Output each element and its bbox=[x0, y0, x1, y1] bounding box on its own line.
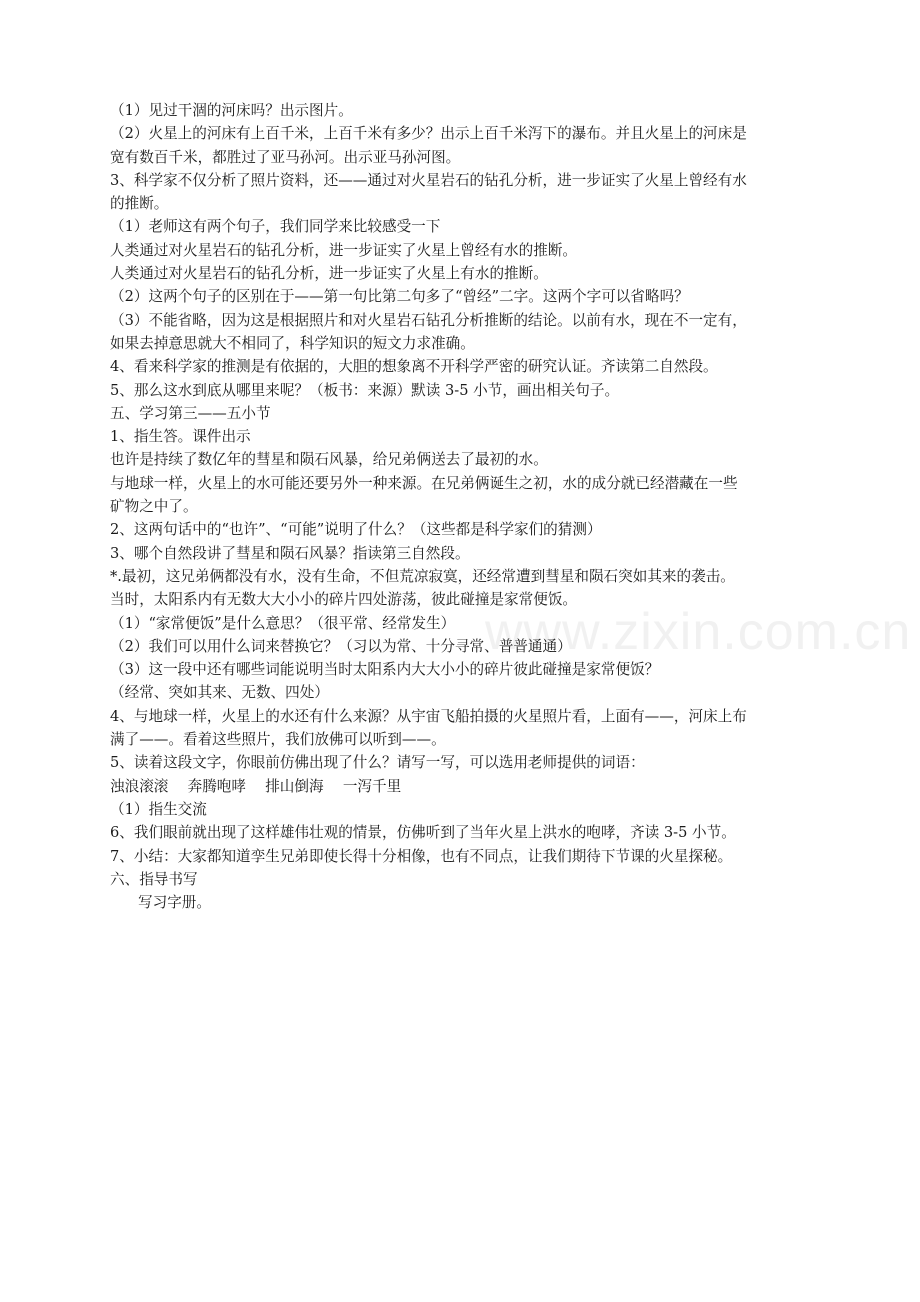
document-body bbox=[110, 99, 815, 914]
section-heading: 五、学习第三——五小节 bbox=[110, 404, 271, 422]
watermark-text: www.zixin.com.cn bbox=[485, 603, 912, 661]
paragraph-line: 2、这两句话中的“也许”、“可能”说明了什么？（这些都是科学家们的猜测） bbox=[110, 521, 602, 539]
paragraph-line: （3）这一段中还有哪些词能说明当时太阳系内大大小小的碎片彼此碰撞是家常便饭？ bbox=[110, 661, 660, 679]
paragraph-line: （2）我们可以用什么词来替换它？（习以为常、十分寻常、普普通通） bbox=[110, 637, 572, 655]
paragraph-line: （3）不能省略，因为这是根据照片和对火星岩石钻孔分析推断的结论。以前有水，现在不一定有， bbox=[110, 311, 747, 329]
paragraph-line: 5、读着这段文字，你眼前仿佛出现了什么？请写一写，可以选用老师提供的词语： bbox=[110, 754, 645, 772]
paragraph-line: 5、那么这水到底从哪里来呢？（板书：来源）默读 3-5 小节，画出相关句子。 bbox=[110, 381, 620, 399]
paragraph-line: 当时，太阳系内有无数大大小小的碎片四处游荡，彼此碰撞是家常便饭。 bbox=[110, 591, 578, 609]
paragraph-line: 与地球一样，火星上的水可能还要另外一种来源。在兄弟俩诞生之初，水的成分就已经潜藏在一些 bbox=[110, 474, 738, 492]
section-heading: 六、指导书写 bbox=[110, 870, 198, 888]
paragraph-line: 1、指生答。课件出示 bbox=[110, 428, 251, 446]
paragraph-line: 也许是持续了数亿年的彗星和陨石风暴，给兄弟俩送去了最初的水。 bbox=[110, 451, 548, 469]
paragraph-line: 人类通过对火星岩石的钻孔分析，进一步证实了火星上曾经有水的推断。 bbox=[110, 241, 578, 259]
paragraph-line: 矿物之中了。 bbox=[110, 498, 198, 516]
word-list-line: 浊浪滚滚 奔腾咆哮 排山倒海 一泻千里 bbox=[110, 777, 402, 795]
paragraph-line: （1）指生交流 bbox=[110, 800, 207, 818]
paragraph-line: 3、科学家不仅分析了照片资料，还——通过对火星岩石的钻孔分析，进一步证实了火星上曾经有水 bbox=[110, 171, 747, 189]
paragraph-line: 人类通过对火星岩石的钻孔分析，进一步证实了火星上有水的推断。 bbox=[110, 265, 548, 283]
paragraph-line: （1）老师这有两个句子，我们同学来比较感受一下 bbox=[110, 218, 441, 236]
paragraph-line: （2）这两个句子的区别在于——第一句比第二句多了“曾经”二字。这两个字可以省略吗？ bbox=[110, 288, 689, 306]
paragraph-line: 的推断。 bbox=[110, 195, 169, 213]
paragraph-line: （1）“家常便饭”是什么意思？（很平常、经常发生） bbox=[110, 614, 456, 632]
paragraph-line: 宽有数百千米，都胜过了亚马孙河。出示亚马孙河图。 bbox=[110, 148, 461, 166]
paragraph-line: 4、与地球一样，火星上的水还有什么来源？从宇宙飞船拍摄的火星照片看，上面有——，河床上布 bbox=[110, 707, 747, 725]
paragraph-line: （1）见过干涸的河床吗？出示图片。 bbox=[110, 102, 353, 119]
paragraph-line: （经常、突如其来、无数、四处） bbox=[110, 684, 329, 702]
paragraph-line: 满了——。看着这些照片，我们放佛可以听到——。 bbox=[110, 731, 446, 749]
paragraph-line: 写习字册。 bbox=[138, 894, 211, 912]
paragraph-line: 7、小结：大家都知道孪生兄弟即使长得十分相像，也有不同点，让我们期待下节课的火星探秘。 bbox=[110, 847, 733, 865]
paragraph-line: *.最初，这兄弟俩都没有水，没有生命，不但荒凉寂寞，还经常遭到彗星和陨石突如其来的袭击。 bbox=[110, 567, 735, 585]
paragraph-line: （2）火星上的河床有上百千米，上百千米有多少？出示上百千米泻下的瀑布。并且火星上的河床是 bbox=[110, 125, 747, 143]
paragraph-line: 3、哪个自然段讲了彗星和陨石风暴？指读第三自然段。 bbox=[110, 544, 470, 562]
paragraph-line: 如果去掉意思就大不相同了，科学知识的短文力求准确。 bbox=[110, 334, 475, 352]
paragraph-line: 4、看来科学家的推测是有依据的，大胆的想象离不开科学严密的研究认证。齐读第二自然段。 bbox=[110, 358, 718, 376]
paragraph-line: 6、我们眼前就出现了这样雄伟壮观的情景，仿佛听到了当年火星上洪水的咆哮，齐读 3-5 小节。 bbox=[110, 824, 736, 842]
